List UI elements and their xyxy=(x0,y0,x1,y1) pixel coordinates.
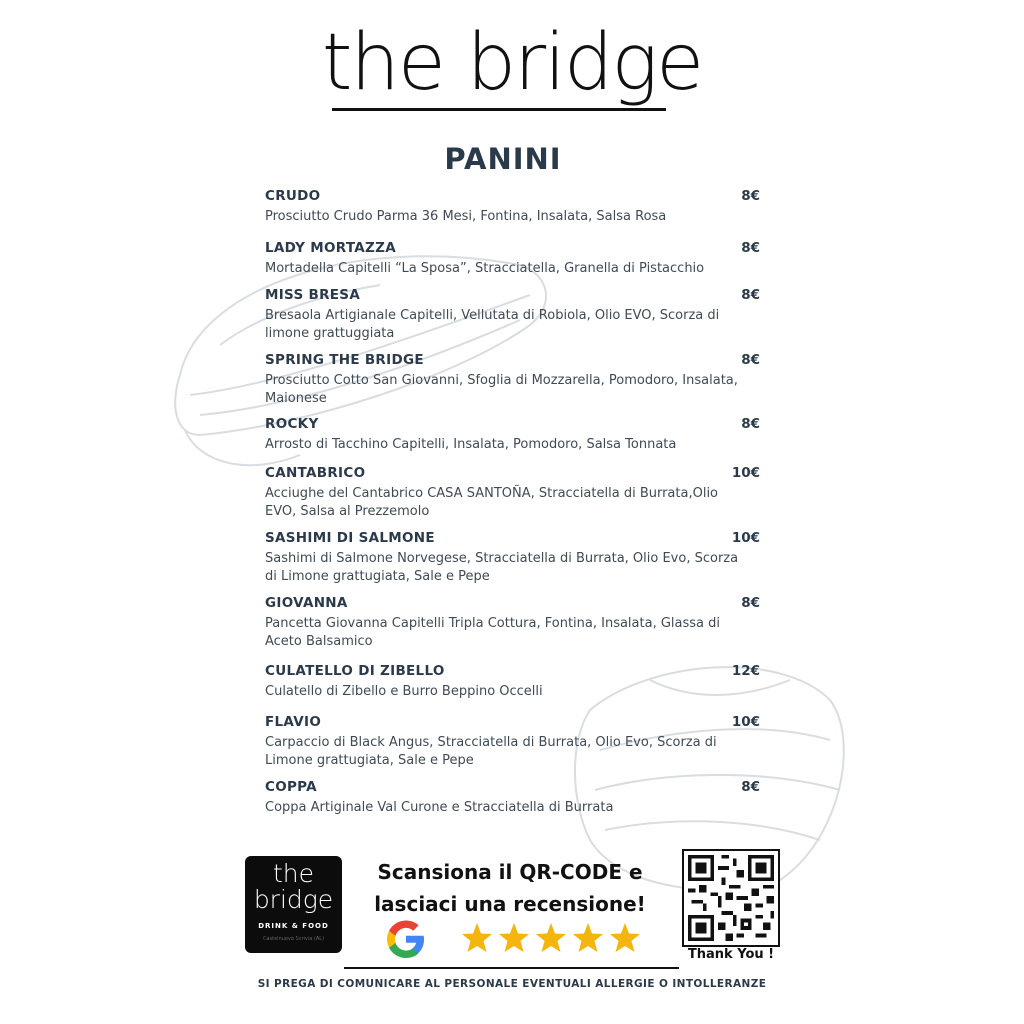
footer-brand-logo xyxy=(245,856,342,953)
menu-item-name: CRUDO xyxy=(265,188,321,204)
menu-item-name: CULATELLO DI ZIBELLO xyxy=(265,663,445,679)
qr-prompt-line2: lasciaci una recensione! xyxy=(374,892,646,916)
brand-logo-title: the bridge xyxy=(321,18,703,108)
menu-item-price: 8€ xyxy=(741,779,760,795)
qr-code[interactable] xyxy=(682,849,780,947)
star-icon xyxy=(573,923,603,952)
menu-item-name: MISS BRESA xyxy=(265,287,361,303)
menu-item-price: 8€ xyxy=(741,287,760,303)
menu-item-name: ROCKY xyxy=(265,416,319,432)
footer-logo-line2: bridge xyxy=(253,885,334,914)
menu-item-description: Pancetta Giovanna Capitelli Tripla Cottura, Fontina, Insalata, Glassa di Aceto Balsamico xyxy=(265,616,720,649)
menu-item-name: SASHIMI DI SALMONE xyxy=(265,530,435,546)
rating-stars xyxy=(460,921,645,957)
menu-item-price: 10€ xyxy=(731,714,760,730)
star-icon xyxy=(499,923,529,952)
star-icon xyxy=(462,923,492,952)
menu-item-name: CANTABRICO xyxy=(265,465,366,481)
footer-logo-location: Castelnuovo Scrivia (AL) xyxy=(262,936,325,942)
menu-item-name: FLAVIO xyxy=(265,714,322,730)
menu-item-price: 8€ xyxy=(741,240,760,256)
star-icon xyxy=(610,923,640,952)
menu-item-price: 10€ xyxy=(731,530,760,546)
menu-item-description: Culatello di Zibello e Burro Beppino Occelli xyxy=(265,684,543,699)
menu-item-name: GIOVANNA xyxy=(265,595,348,611)
menu-item-description: Sashimi di Salmone Norvegese, Stracciatella di Burrata, Olio Evo, Scorza di Limone grattugiata, Sale e Pepe xyxy=(265,551,739,584)
menu-item-price: 8€ xyxy=(741,595,760,611)
menu-item-description: Acciughe del Cantabrico CASA SANTOÑA, Stracciatella di Burrata,Olio EVO, Salsa al Prezzemolo xyxy=(265,486,719,519)
menu-item-price: 12€ xyxy=(731,663,760,679)
brand-underline xyxy=(332,108,666,111)
allergy-notice: SI PREGA DI COMUNICARE AL PERSONALE EVENTUALI ALLERGIE O INTOLLERANZE xyxy=(257,978,767,990)
menu-item-price: 10€ xyxy=(731,465,760,481)
menu-item-description: Coppa Artiginale Val Curone e Stracciatella di Burrata xyxy=(265,800,614,815)
menu-item-price: 8€ xyxy=(741,188,760,204)
google-g-icon xyxy=(384,917,428,961)
menu-item-description: Arrosto di Tacchino Capitelli, Insalata, Pomodoro, Salsa Tonnata xyxy=(265,437,677,452)
qr-code-icon xyxy=(684,851,778,945)
footer-logo-line1: the xyxy=(272,859,315,888)
qr-review-prompt xyxy=(370,856,650,920)
footer-logo-tagline: DRINK & FOOD xyxy=(258,922,329,930)
menu-item-price: 8€ xyxy=(741,416,760,432)
footer-divider xyxy=(344,967,679,969)
section-title: PANINI xyxy=(444,142,562,176)
qr-prompt-line1: Scansiona il QR-CODE e xyxy=(377,860,643,884)
menu-item-name: COPPA xyxy=(265,779,317,795)
menu-item-description: Prosciutto Crudo Parma 36 Mesi, Fontina, Insalata, Salsa Rosa xyxy=(265,209,667,224)
menu-item-name: SPRING THE BRIDGE xyxy=(265,352,424,368)
menu-item-price: 8€ xyxy=(741,352,760,368)
menu-item-description: Mortadella Capitelli “La Sposa”, Stracciatella, Granella di Pistacchio xyxy=(265,261,705,276)
menu-item-description: Prosciutto Cotto San Giovanni, Sfoglia di Mozzarella, Pomodoro, Insalata, Maionese xyxy=(265,373,738,406)
menu-item-description: Carpaccio di Black Angus, Stracciatella di Burrata, Olio Evo, Scorza di Limone grattugiata, Sale e Pepe xyxy=(265,735,717,768)
menu-item-description: Bresaola Artigianale Capitelli, Vellutata di Robiola, Olio EVO, Scorza di limone grattuggiata xyxy=(265,308,720,341)
menu-item-name: LADY MORTAZZA xyxy=(265,240,396,256)
thank-you-label: Thank You ! xyxy=(687,947,775,962)
star-icon xyxy=(536,923,566,952)
